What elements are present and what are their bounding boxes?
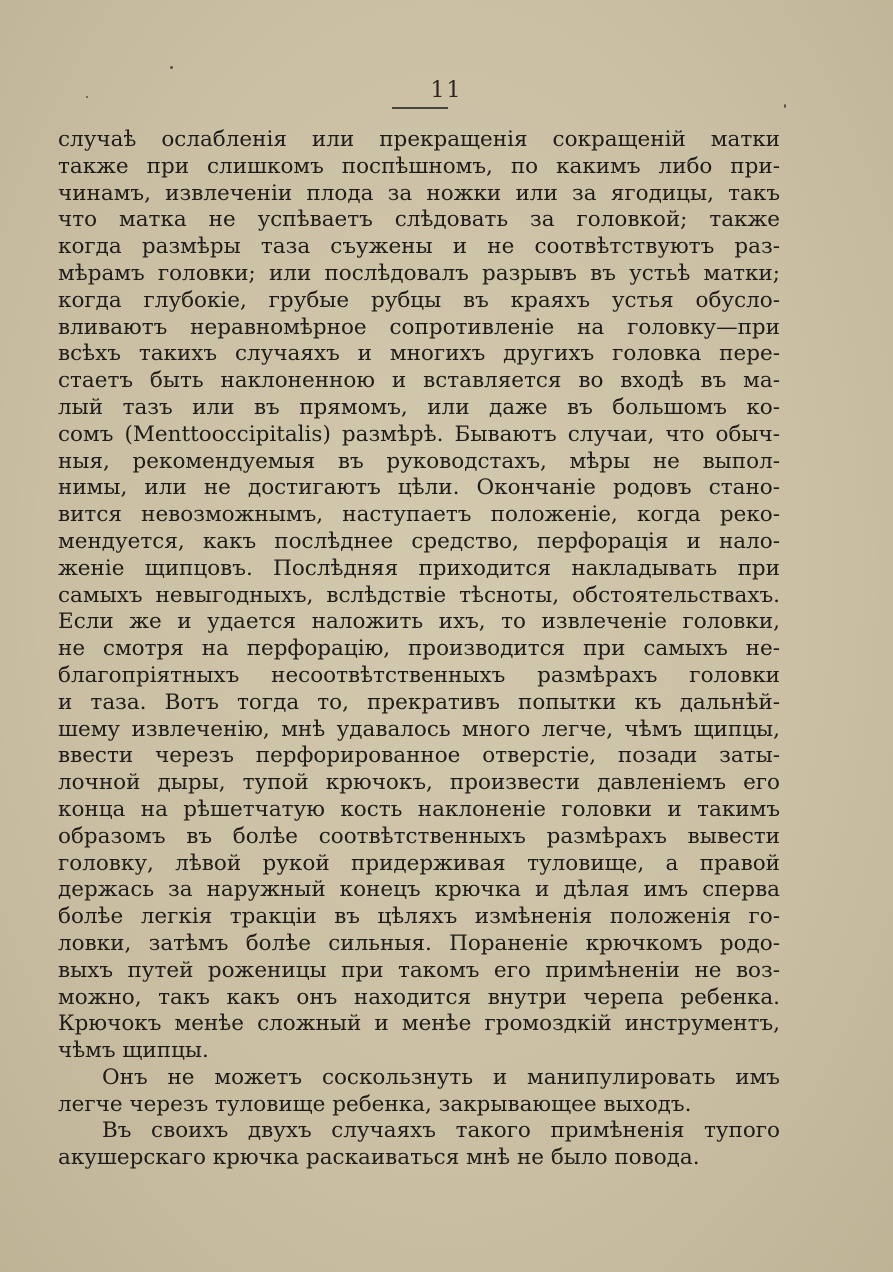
text-line: ввести черезъ перфорированное отверстіе, позади заты- bbox=[58, 743, 780, 769]
page-number: 11 bbox=[430, 78, 463, 103]
text-line: лочной дыры, тупой крючокъ, произвести давленіемъ его bbox=[58, 770, 780, 796]
text-line: чинамъ, извлеченіи плода за ножки или за ягодицы, такъ bbox=[58, 180, 780, 206]
text-line: всѣхъ такихъ случаяхъ и многихъ другихъ головка пере- bbox=[58, 341, 780, 367]
text-line: вливаютъ неравномѣрное сопротивленіе на головку—при bbox=[58, 314, 780, 340]
text-line: и таза. Вотъ тогда то, прекративъ попытки къ дальнѣй- bbox=[58, 689, 780, 715]
text-line: лый тазъ или въ прямомъ, или даже въ большомъ ко- bbox=[58, 394, 780, 420]
paragraph bbox=[58, 127, 780, 1065]
text-line: головку, лѣвой рукой придерживая туловище, а правой bbox=[58, 850, 780, 876]
text-line: также при слишкомъ поспѣшномъ, по какимъ либо при- bbox=[58, 153, 780, 179]
text-line: ныя, рекомендуемыя въ руководстахъ, мѣры не выпол- bbox=[58, 448, 780, 474]
paragraph bbox=[58, 1118, 780, 1172]
text-line: можно, такъ какъ онъ находится внутри черепа ребенка. bbox=[58, 984, 780, 1010]
text-line: акушерскаго крючка раскаиваться мнѣ не было повода. bbox=[58, 1145, 700, 1171]
text-line: женіе щипцовъ. Послѣдняя приходится накладывать при bbox=[58, 555, 780, 581]
text-line: сомъ (Menttooccipitalis) размѣрѣ. Бываютъ случаи, что обыч- bbox=[58, 421, 780, 447]
text-line: мѣрамъ головки; или послѣдовалъ разрывъ въ устьѣ матки; bbox=[58, 260, 780, 286]
text-line: вится невозможнымъ, наступаетъ положеніе, когда реко- bbox=[58, 502, 780, 528]
text-line: случаѣ ослабленія или прекращенія сокращеній матки bbox=[58, 127, 780, 152]
text-line: Крючокъ менѣе сложный и менѣе громоздкій инструментъ, bbox=[58, 1011, 780, 1037]
text-line: когда глубокіе, грубые рубцы въ краяхъ устья обусло- bbox=[58, 287, 780, 313]
text-line: не смотря на перфорацію, производится при самыхъ не- bbox=[58, 636, 780, 662]
print-speck bbox=[170, 66, 173, 69]
print-speck bbox=[784, 104, 786, 108]
text-line: Если же и удается наложить ихъ, то извлеченіе головки, bbox=[58, 609, 780, 635]
text-line: легче черезъ туловище ребенка, закрывающее выходъ. bbox=[58, 1091, 692, 1117]
page-number-underline bbox=[392, 107, 448, 109]
text-line: болѣе легкія тракціи въ цѣляхъ измѣненія положенія го- bbox=[58, 904, 780, 930]
body-text bbox=[58, 127, 780, 1172]
text-line: нимы, или не достигаютъ цѣли. Окончаніе родовъ стано- bbox=[58, 475, 780, 501]
text-line: что матка не успѣваетъ слѣдовать за головкой; также bbox=[58, 207, 780, 233]
text-line: Онъ не можетъ соскользнуть и манипулировать имъ bbox=[102, 1064, 780, 1090]
paragraph bbox=[58, 1065, 780, 1119]
text-line: стаетъ быть наклоненною и вставляется во входѣ въ ма- bbox=[58, 368, 780, 394]
text-line: благопріятныхъ несоотвѣтственныхъ размѣрахъ головки bbox=[58, 662, 780, 688]
text-line: когда размѣры таза съужены и не соотвѣтствуютъ раз- bbox=[58, 234, 780, 260]
text-line: выхъ путей роженицы при такомъ его примѣненіи не воз- bbox=[58, 957, 780, 983]
text-line: мендуется, какъ послѣднее средство, перфорація и нало- bbox=[58, 528, 780, 554]
text-line: самыхъ невыгодныхъ, вслѣдствіе тѣсноты, обстоятельствахъ. bbox=[58, 582, 780, 608]
text-line: чѣмъ щипцы. bbox=[58, 1038, 209, 1064]
text-line: конца на рѣшетчатую кость наклоненіе головки и такимъ bbox=[58, 796, 780, 822]
text-line: ловки, затѣмъ болѣе сильныя. Пораненіе крючкомъ родо- bbox=[58, 930, 780, 956]
text-line: образомъ въ болѣе соотвѣтственныхъ размѣрахъ вывести bbox=[58, 823, 780, 849]
print-speck bbox=[86, 96, 88, 98]
text-line: держась за наружный конецъ крючка и дѣлая имъ сперва bbox=[58, 877, 780, 903]
text-line: шему извлеченію, мнѣ удавалось много легче, чѣмъ щипцы, bbox=[58, 716, 780, 742]
text-line: Въ своихъ двухъ случаяхъ такого примѣненія тупого bbox=[102, 1118, 780, 1144]
